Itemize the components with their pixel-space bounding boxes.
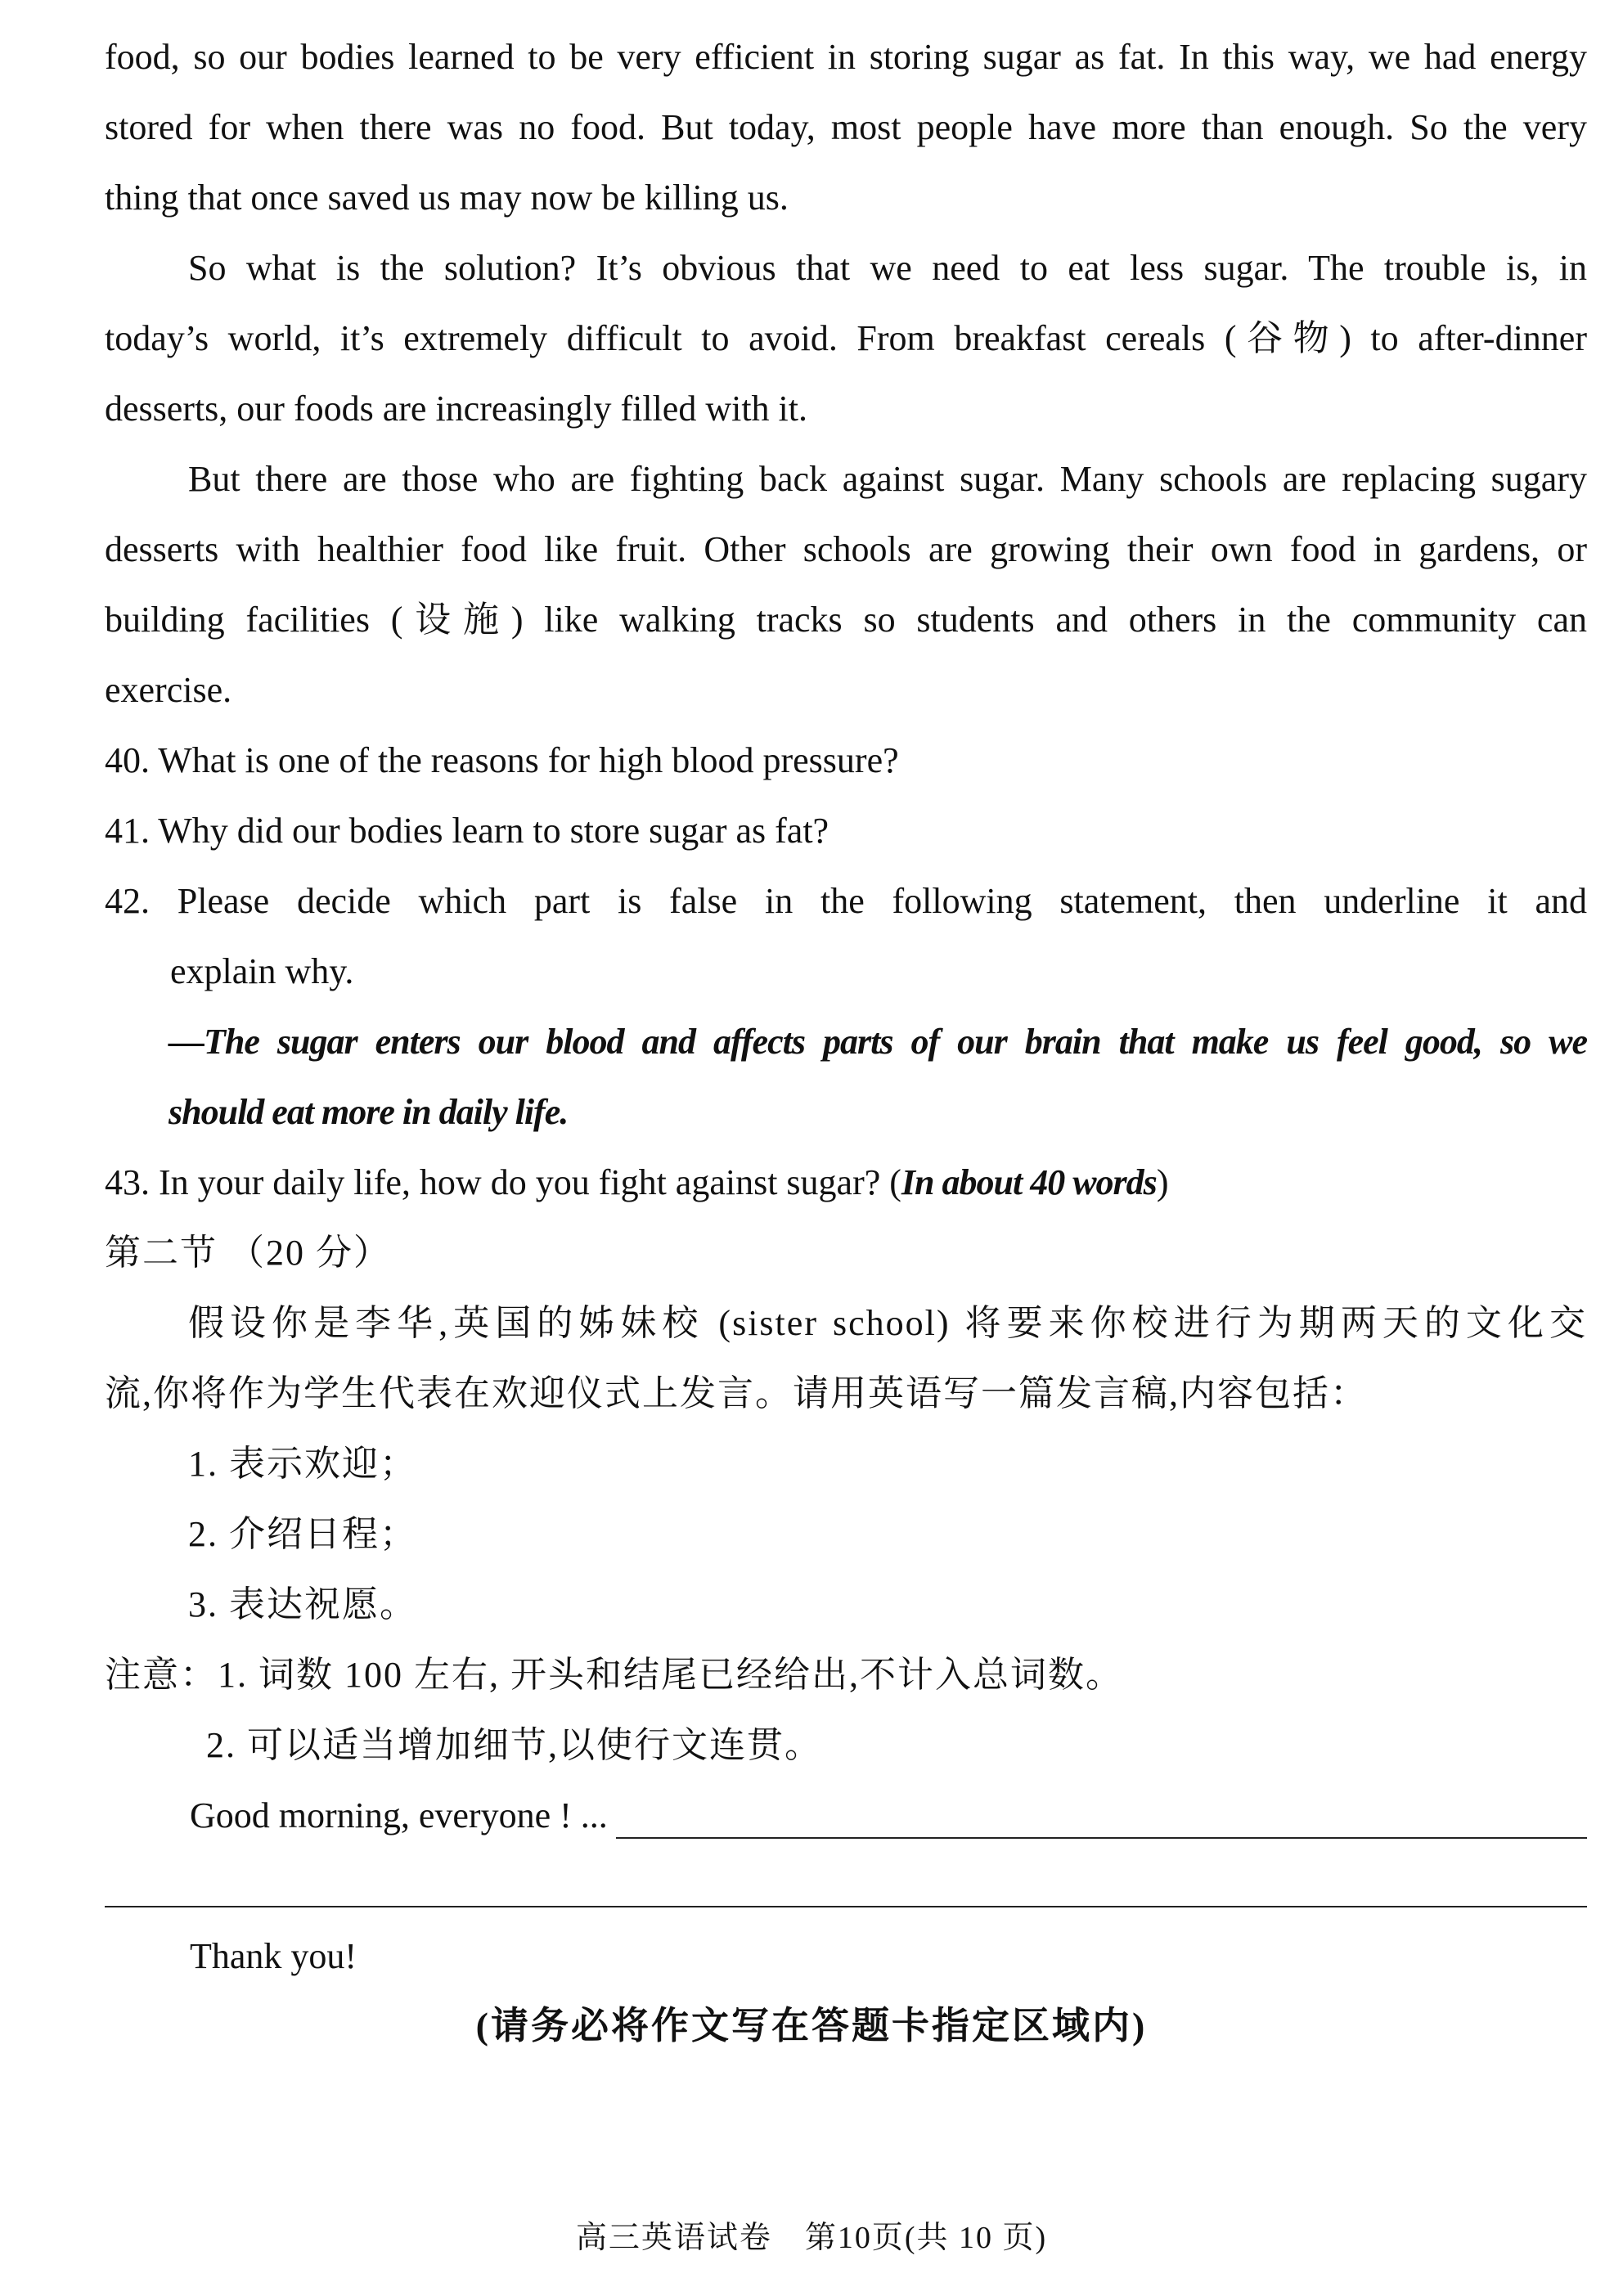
passage-p2-line2: today’s world, it’s extremely difficult to avoid. From breakfast cereals (谷物) to after-dinner bbox=[105, 318, 1587, 358]
question-42-line2: explain why. bbox=[170, 951, 354, 991]
question-43-text: 43. In your daily life, how do you fight against sugar? ( bbox=[105, 1162, 901, 1202]
passage-p1-line3: thing that once saved us may now be killing us. bbox=[105, 177, 789, 218]
passage-p2-line3: desserts, our foods are increasingly filled with it. bbox=[105, 389, 808, 429]
essay-closing: Thank you! bbox=[190, 1936, 357, 1976]
passage-p3-line2: desserts with healthier food like fruit. Other schools are growing their own food in gardens, or bbox=[105, 529, 1587, 569]
question-41: 41. Why did our bodies learn to store sugar as fat? bbox=[105, 811, 829, 851]
section2-note-1: 注意：1. 词数 100 左右, 开头和结尾已经给出,不计入总词数。 bbox=[105, 1655, 1123, 1695]
essay-opening: Good morning, everyone ! ... bbox=[190, 1795, 608, 1835]
section2-point-2: 2. 介绍日程； bbox=[188, 1514, 417, 1554]
question-43-word-limit: In about 40 words bbox=[901, 1162, 1157, 1202]
page-footer: 高三英语试卷 第10页(共 10 页) bbox=[575, 2221, 1048, 2255]
passage-p1-line1: food, so our bodies learned to be very efficient in storing sugar as fat. In this way, we had energy bbox=[105, 37, 1587, 77]
passage-p3-line4: exercise. bbox=[105, 670, 232, 710]
answer-sheet-notice: (请务必将作文写在答题卡指定区域内) bbox=[475, 2005, 1148, 2047]
section2-point-3: 3. 表达祝愿。 bbox=[188, 1584, 417, 1624]
section2-heading: 第二节 （20 分） bbox=[105, 1233, 391, 1273]
essay-answer-line-2[interactable] bbox=[105, 1906, 1587, 1907]
essay-answer-line[interactable] bbox=[616, 1796, 1587, 1839]
section2-point-1: 1. 表示欢迎； bbox=[188, 1444, 417, 1484]
question-43-close: ) bbox=[1156, 1162, 1169, 1202]
section2-prompt-line1: 假设你是李华,英国的姊妹校 (sister school) 将要来你校进行为期两天的文化交 bbox=[188, 1303, 1587, 1343]
section2-note-2: 2. 可以适当增加细节,以使行文连贯。 bbox=[206, 1725, 822, 1765]
passage-p3-line3: building facilities (设施) like walking tracks so students and others in the community can bbox=[105, 600, 1587, 640]
question-42-line1: 42. Please decide which part is false in the following statement, then underline it and bbox=[105, 881, 1587, 921]
essay-opening-row bbox=[190, 1793, 1587, 1839]
section2-prompt-line2: 流,你将作为学生代表在欢迎仪式上发言。请用英语写一篇发言稿,内容包括： bbox=[105, 1373, 1368, 1413]
passage-p1-line2: stored for when there was no food. But today, most people have more than enough. So the very bbox=[105, 107, 1587, 147]
question-43 bbox=[105, 1160, 1587, 1206]
question-40: 40. What is one of the reasons for high blood pressure? bbox=[105, 740, 899, 780]
question-42-statement-line1: —The sugar enters our blood and affects parts of our brain that make us feel good, so we bbox=[169, 1022, 1587, 1062]
question-42-statement-line2: should eat more in daily life. bbox=[169, 1092, 569, 1132]
passage-p2-line1: So what is the solution? It’s obvious that we need to eat less sugar. The trouble is, in bbox=[188, 248, 1587, 288]
passage-p3-line1: But there are those who are fighting back against sugar. Many schools are replacing sugary bbox=[188, 459, 1587, 499]
